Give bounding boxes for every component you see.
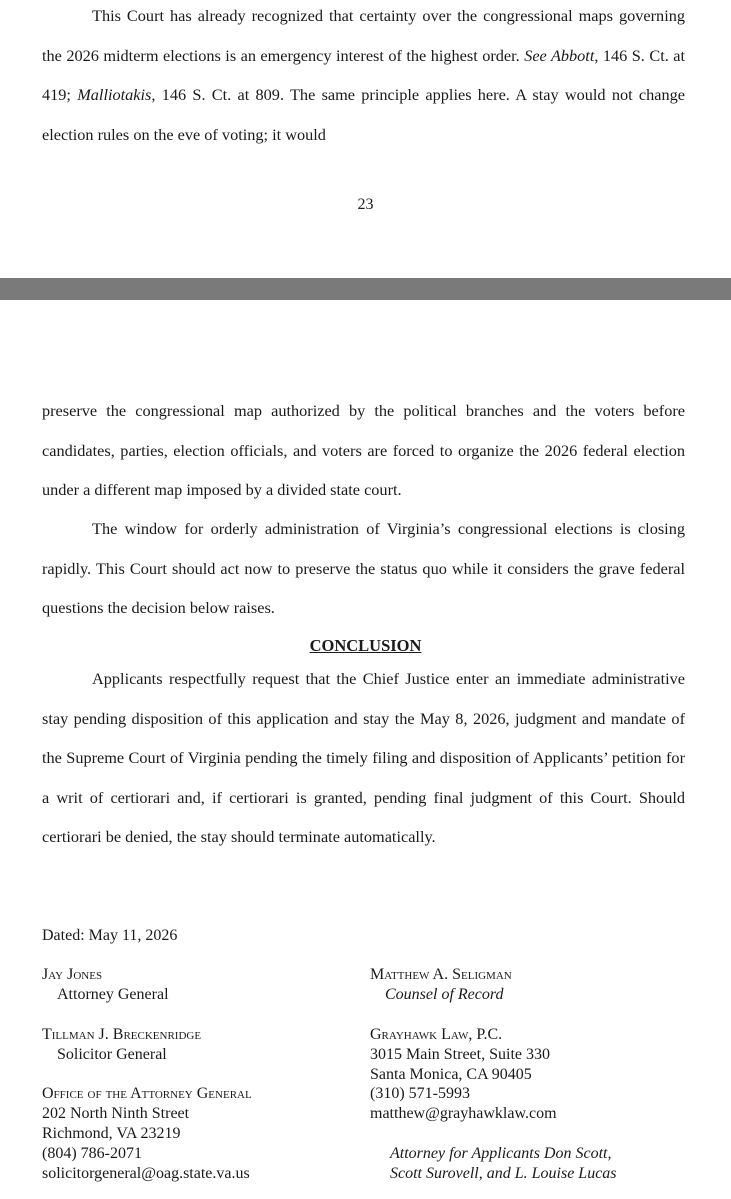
page-23 xyxy=(0,0,731,278)
case-citation: See Abbott xyxy=(524,45,595,65)
signatory-title: Solicitor General xyxy=(57,1046,167,1063)
body-paragraph: preserve the congressional map authorized by the political branches and the voters before candidates, parties, election officials, and voters are forced to organize the 2026 federal election under a different map imposed by a divided state court. xyxy=(42,401,685,499)
body-paragraph: This Court has already recognized that certainty over the congressional maps governing the 2026 midterm elections is an emergency interest of the highest order. See Abbott, 146 S. Ct. at 419; Malliotakis, 146 S. Ct. at 809. The same principle applies here. A stay would not change election rules on the eve of voting; it would xyxy=(42,6,685,144)
signatory-name: Matthew A. Seligman xyxy=(370,966,512,983)
phone-number: (310) 571-5993 xyxy=(370,1085,470,1102)
body-paragraph: Applicants respectfully request that the Chief Justice enter an immediate administrative stay pending disposition of this application and stay the May 8, 2026, judgment and mandate of the Supreme Court of Virginia pending the timely filing and disposition of Applicants’ petition for a writ of certiorari and, if certiorari is granted, pending final judgment of this Court. Should certiorari be denied, the stay should terminate automatically. xyxy=(42,669,685,846)
address-line: 3015 Main Street, Suite 330 xyxy=(370,1046,550,1063)
email-address: solicitorgeneral@oag.state.va.us xyxy=(42,1165,250,1182)
case-citation: Malliotakis xyxy=(77,85,152,104)
signatory-name: Jay Jones xyxy=(42,966,103,983)
signatory-title: Attorney General xyxy=(57,986,169,1003)
signatory-name: Tillman J. Breckenridge xyxy=(42,1026,202,1043)
body-paragraph: The window for orderly administration of Virginia’s congressional elections is closing rapidly. This Court should act now to preserve the status quo while it considers the grave federal questions the decision below raises. xyxy=(42,519,685,617)
page-divider xyxy=(0,278,731,300)
representation-line: Attorney for Applicants Don Scott, xyxy=(390,1145,612,1162)
office-name: Office of the Attorney General xyxy=(42,1085,252,1102)
section-heading: CONCLUSION xyxy=(309,636,422,655)
address-line: 202 North Ninth Street xyxy=(42,1105,190,1122)
email-address: matthew@grayhawklaw.com xyxy=(370,1105,557,1122)
representation-line: Scott Surovell, and L. Louise Lucas xyxy=(390,1165,617,1182)
firm-name: Grayhawk Law, P.C. xyxy=(370,1026,503,1043)
address-line: Richmond, VA 23219 xyxy=(42,1125,181,1142)
phone-number: (804) 786-2071 xyxy=(42,1145,142,1162)
page-number: 23 xyxy=(357,196,374,213)
address-line: Santa Monica, CA 90405 xyxy=(370,1066,532,1083)
dated-line: Dated: May 11, 2026 xyxy=(42,927,178,944)
signatory-title: Counsel of Record xyxy=(385,986,504,1003)
